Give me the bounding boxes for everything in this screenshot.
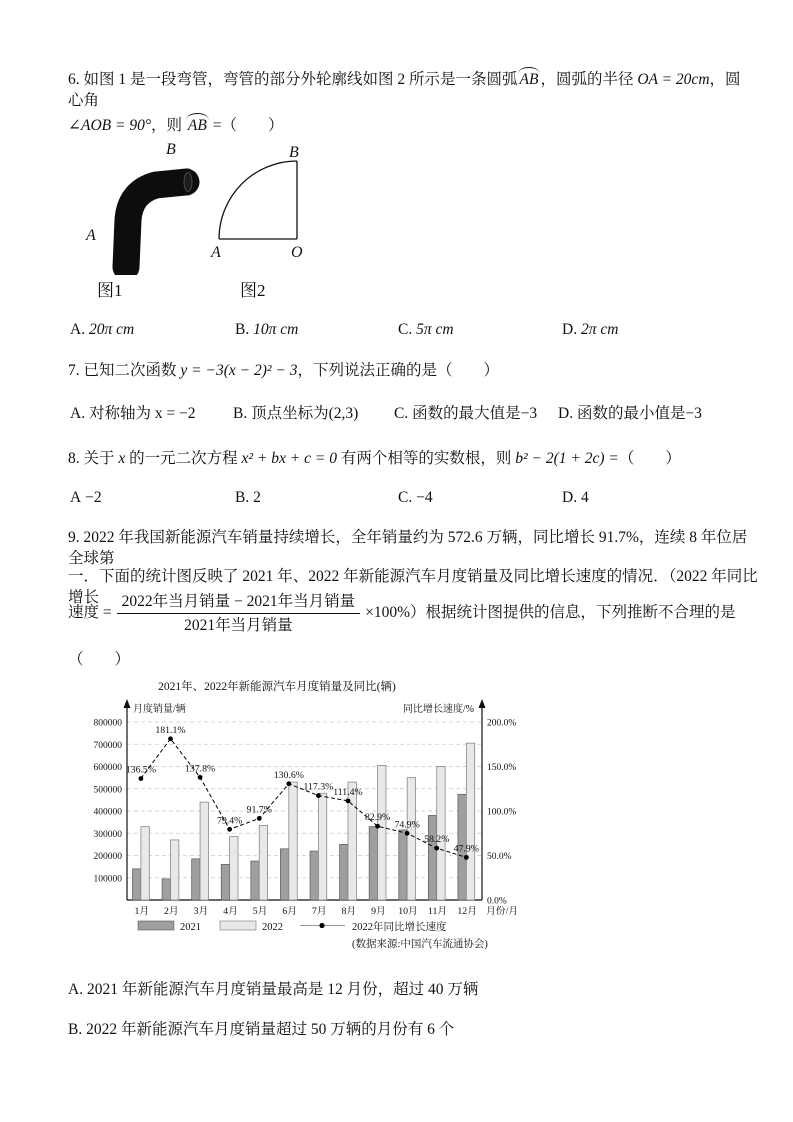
left-axis-tick: 400000 xyxy=(93,807,122,818)
x-axis-label: 月份/月 xyxy=(486,906,519,917)
q7-option-c: C. 函数的最大值是−3 xyxy=(394,405,538,422)
bar-2021 xyxy=(399,830,407,900)
right-axis-tick: 50.0% xyxy=(487,852,512,862)
q8-option-a: A −2 xyxy=(70,489,102,506)
q6-stem-line2: ∠AOB = 90°，则 AB =（ ） xyxy=(68,116,748,137)
growth-point xyxy=(434,846,439,851)
growth-line xyxy=(141,739,466,858)
arc-AB: AB xyxy=(186,116,209,137)
bar-2021 xyxy=(133,869,141,900)
q6-angle-formula: ∠AOB = 90° xyxy=(68,117,152,134)
bar-2021 xyxy=(428,815,436,900)
q6-options xyxy=(0,320,793,346)
q6-text: 6. 如图 1 是一段弯管，弯管的部分外轮廓线如图 2 所示是一条圆弧 xyxy=(68,71,518,88)
x-axis-tick: 3月 xyxy=(193,906,209,917)
q8-equation: x² + bx + c = 0 xyxy=(241,450,337,467)
x-axis-tick: 10月 xyxy=(398,906,418,917)
growth-point xyxy=(257,816,262,821)
q9-line4: （ ） xyxy=(68,651,131,668)
right-axis-tick: 0.0% xyxy=(487,896,507,907)
legend-swatch-2021 xyxy=(138,921,174,930)
right-axis-label: 同比增长速度/% xyxy=(402,704,474,715)
bar-2022 xyxy=(170,840,178,900)
bar-2022 xyxy=(407,778,415,900)
q7-formula: y = −3(x − 2)² − 3 xyxy=(180,362,298,379)
left-axis-tick: 200000 xyxy=(93,852,122,862)
growth-point-label: 82.9% xyxy=(364,812,391,824)
bar-2021 xyxy=(192,859,200,900)
right-axis-tick: 150.0% xyxy=(487,763,517,773)
growth-point xyxy=(375,824,380,829)
q9-option-b: B. 2022 年新能源汽车月度销量超过 50 万辆的月份有 6 个 xyxy=(68,1021,455,1038)
left-axis-tick: 300000 xyxy=(93,829,122,840)
q8-expression: b² − 2(1 + 2c) = xyxy=(515,450,619,467)
bar-2021 xyxy=(251,861,259,900)
q9-line2: 一．下面的统计图反映了 2021 年、2022 年新能源汽车月度销量及同比增长速度的情况．（2022 年同比增长 xyxy=(68,568,758,606)
q6-option-d: D. 2π cm xyxy=(562,321,619,338)
bar-2022 xyxy=(200,802,208,900)
q6-option-b: B. 10π cm xyxy=(235,321,299,338)
q8-options xyxy=(0,488,793,514)
arc-AB: AB xyxy=(518,70,541,91)
growth-point xyxy=(198,775,203,780)
bar-2022 xyxy=(230,837,238,900)
bar-2021 xyxy=(221,864,229,900)
bar-2022 xyxy=(289,782,297,900)
bar-2022 xyxy=(466,743,474,900)
left-axis-tick: 700000 xyxy=(93,740,122,751)
bar-2021 xyxy=(369,827,377,900)
x-axis-tick: 2月 xyxy=(164,906,179,917)
growth-point-label: 91.7% xyxy=(246,804,272,816)
growth-point-label: 58.2% xyxy=(424,834,450,846)
fig2-label-A: A xyxy=(211,244,221,261)
bar-2022 xyxy=(318,793,326,900)
right-axis-tick: 200.0% xyxy=(487,718,517,729)
bar-2022 xyxy=(259,825,267,900)
q6-stem-line1: 6. 如图 1 是一段弯管，弯管的部分外轮廓线如图 2 所示是一条圆弧 AB ，圆弧的半径 OA = 20cm，圆心角 xyxy=(68,71,741,109)
arc-AB-curve xyxy=(219,161,297,239)
legend-swatch-2022 xyxy=(220,921,256,930)
q6-option-c: C. 5π cm xyxy=(398,321,454,338)
growth-point xyxy=(227,827,232,832)
fig2-label-B: B xyxy=(289,145,299,161)
growth-point-label: 79.4% xyxy=(216,815,243,827)
figure2-arc-diagram xyxy=(205,145,320,265)
q7-option-d: D. 函数的最小值是−3 xyxy=(558,405,702,422)
growth-point xyxy=(464,855,469,860)
fraction-denominator: 2021年当月销量 xyxy=(184,617,293,635)
q9-line1: 9. 2022 年我国新能源汽车销量持续增长，全年销量约为 572.6 万辆，同比增长 91.7%，连续 8 年位居全球第 xyxy=(68,529,748,567)
bar-2022 xyxy=(141,827,149,900)
q7-stem: 7. 已知二次函数 y = −3(x − 2)² − 3，下列说法正确的是（ ） xyxy=(68,362,499,379)
q7-options xyxy=(0,404,793,430)
growth-point-label: 74.9% xyxy=(394,819,420,831)
sales-chart xyxy=(72,672,557,972)
legend-label-2022: 2022 xyxy=(262,922,283,933)
right-axis-arrow xyxy=(479,699,486,708)
fraction-numerator: 2022年当月销量 − 2021年当月销量 xyxy=(117,592,361,614)
growth-point xyxy=(346,798,351,803)
legend-label-growth: 2022年同比增长速度 xyxy=(352,922,447,933)
fig1-label-B: B xyxy=(166,141,176,158)
x-axis-tick: 7月 xyxy=(311,906,327,917)
bar-2021 xyxy=(162,879,170,900)
figure2-caption: 图2 xyxy=(240,281,266,300)
q8-option-d: D. 4 xyxy=(562,489,589,506)
pipe-opening-inner xyxy=(184,173,192,192)
q7-option-b: B. 顶点坐标为(2,3) xyxy=(233,405,359,422)
figure1-pipe-photo xyxy=(80,140,215,275)
growth-point-label: 47.9% xyxy=(453,843,479,855)
x-axis-tick: 1月 xyxy=(134,906,150,917)
x-axis-tick: 8月 xyxy=(341,906,357,917)
q9-option-a: A. 2021 年新能源汽车月度销量最高是 12 月份，超过 40 万辆 xyxy=(68,981,479,998)
q7-option-a: A. 对称轴为 x = −2 xyxy=(70,405,196,422)
x-axis-tick: 9月 xyxy=(371,906,386,917)
pipe-body xyxy=(126,182,186,267)
q8-stem: 8. 关于 x 的一元二次方程 x² + bx + c = 0 有两个相等的实数根，则 b² − 2(1 + 2c) =（ ） xyxy=(68,450,681,467)
growth-point xyxy=(168,736,173,741)
chart-title: 2021年、2022年新能源汽车月度销量及同比(辆) xyxy=(158,681,396,693)
left-axis-arrow xyxy=(124,699,131,708)
growth-rate-fraction xyxy=(117,592,361,636)
q8-option-c: C. −4 xyxy=(398,489,433,506)
growth-point-label: 136.5% xyxy=(125,764,157,776)
growth-point-label: 130.6% xyxy=(273,769,304,781)
left-axis-tick: 600000 xyxy=(93,763,122,773)
bar-2021 xyxy=(310,851,318,900)
growth-point xyxy=(286,781,291,786)
right-axis-tick: 100.0% xyxy=(487,807,517,818)
figure1-caption: 图1 xyxy=(97,281,123,300)
left-axis-label: 月度销量/辆 xyxy=(133,704,186,715)
q6-option-a: A. 20π cm xyxy=(70,321,135,338)
q8-option-b: B. 2 xyxy=(235,489,261,506)
x-axis-tick: 12月 xyxy=(457,906,478,917)
growth-point xyxy=(316,793,321,798)
left-axis-tick: 800000 xyxy=(93,718,122,729)
growth-point-label: 117.3% xyxy=(303,781,334,793)
fig2-label-O: O xyxy=(291,244,303,261)
fig1-label-A: A xyxy=(86,227,96,244)
chart-source: (数据来源:中国汽车流通协会) xyxy=(352,939,488,950)
left-axis-tick: 100000 xyxy=(93,874,122,885)
bar-2021 xyxy=(340,844,348,900)
growth-point-label: 111.4% xyxy=(333,786,363,798)
growth-point-label: 137.8% xyxy=(184,763,216,775)
x-axis-tick: 11月 xyxy=(428,906,448,917)
legend-line-dot xyxy=(319,923,324,928)
growth-point-label: 181.1% xyxy=(155,724,186,736)
x-axis-tick: 4月 xyxy=(223,906,238,917)
growth-point xyxy=(405,831,410,836)
bar-2022 xyxy=(378,765,386,900)
left-axis-tick: 500000 xyxy=(93,785,122,796)
x-axis-tick: 6月 xyxy=(282,906,298,917)
q6-radius-formula: OA = 20cm xyxy=(637,71,710,88)
bar-2021 xyxy=(280,849,288,900)
legend-label-2021: 2021 xyxy=(180,922,201,933)
q9-formula-line: 速度 = $\frac{\text{2022年当月销量 − 2021年当月销量}}{\text{2021年当月销量}}$ ×100%）根据统计图提供的信息，下列推断不合理的是 xyxy=(68,593,736,635)
growth-point xyxy=(139,776,144,781)
x-axis-tick: 5月 xyxy=(252,906,268,917)
